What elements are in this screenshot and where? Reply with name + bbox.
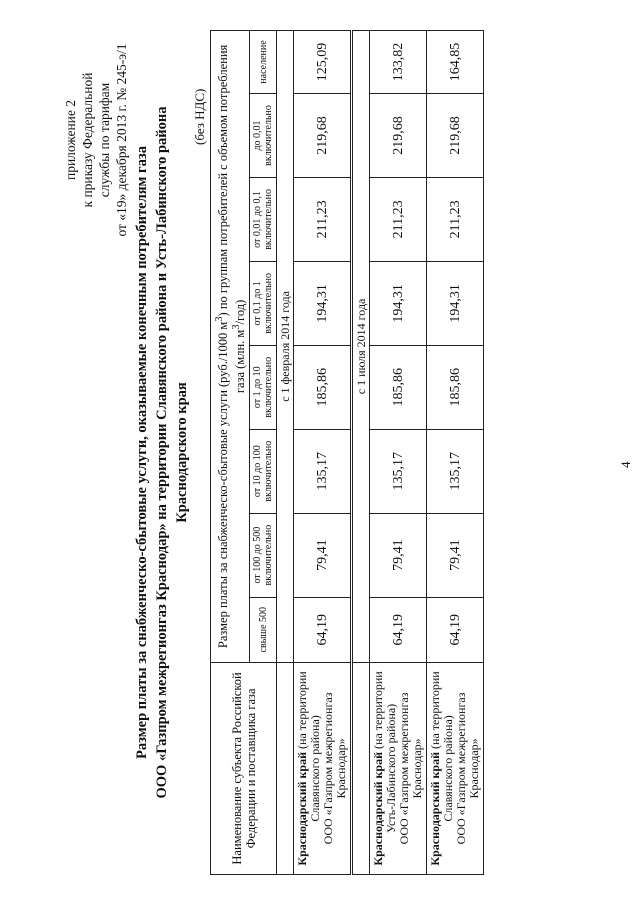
value-cell: 79,41 [427,513,484,597]
value-cell: 211,23 [427,177,484,261]
value-cell: 135,17 [427,429,484,513]
appendix-reference [62,25,130,255]
value-cell: 164,85 [427,31,484,94]
document-title: Размер платы за снабженческо-сбытовые услуги, оказываемые конечным потребителям газа [134,146,150,759]
document-title: Краснодарского края [174,382,190,523]
appendix-line: приложение 2 [63,99,78,181]
document-title: ООО «Газпром межрегионгаз Краснодар» на территории Славянского района и Усть-Лабинского района [154,106,170,799]
appendix-line: к приказу Федеральной [80,72,95,208]
value-cell: 125,09 [294,31,352,94]
value-cell: 219,68 [427,94,484,178]
table-row [427,31,484,875]
value-cell: 194,31 [294,261,352,345]
value-cell: 64,19 [370,597,427,662]
group-header: от 0,01 до 0,1 включительно [250,177,277,261]
value-cell: 211,23 [294,177,352,261]
region-cell: Краснодарский край (на территории Славянского района) ООО «Газпром межрегионгаз Краснодар» [427,662,484,874]
group-header: до 0,01 включительно [250,94,277,178]
value-cell: 194,31 [370,261,427,345]
table-row [370,31,427,875]
value-cell: 79,41 [370,513,427,597]
value-cell: 185,86 [294,345,352,429]
group-header: от 100 до 500 включительно [250,513,277,597]
value-cell: 219,68 [370,94,427,178]
group-header: от 0,1 до 1 включительно [250,261,277,345]
group-header: свыше 500 [250,597,277,662]
period-spacer [277,662,294,874]
table-header-row [211,31,250,875]
appendix-line: службы по тарифам [97,82,112,198]
value-cell: 64,19 [427,597,484,662]
tariff-table [210,30,484,875]
period-row [277,31,294,875]
value-cell: 135,17 [294,429,352,513]
value-cell: 135,17 [370,429,427,513]
value-cell: 185,86 [427,345,484,429]
group-header: население [250,31,277,94]
value-cell: 219,68 [294,94,352,178]
value-cell: 79,41 [294,513,352,597]
period-label: с 1 февраля 2014 года [277,31,294,663]
value-cell: 211,23 [370,177,427,261]
value-cell: 133,82 [370,31,427,94]
region-cell: Краснодарский край (на территории Усть-Лабинского района) ООО «Газпром межрегионгаз Краснодар» [370,662,427,874]
page-number: 4 [618,461,633,468]
value-cell: 185,86 [370,345,427,429]
name-column-header: Наименование субъекта Российской Федерации и поставщика газа [211,662,277,874]
fee-column-header: Размер платы за снабженческо-сбытовые услуги (руб./1000 $м^3$) по группам потребителей с объемом потребления газа (млн. $м^3/год$) [211,31,250,663]
period-spacer [352,662,370,874]
value-cell: 194,31 [427,261,484,345]
group-header: от 10 до 100 включительно [250,429,277,513]
vat-note: (без НДС) [192,88,207,145]
period-row [352,31,370,875]
group-header: от 1 до 10 включительно [250,345,277,429]
value-cell: 64,19 [294,597,352,662]
region-cell: Краснодарский край (на территории Славянского района) ООО «Газпром межрегионгаз Краснодар» [294,662,352,874]
table-row [294,31,352,875]
appendix-line: от «19» декабря 2013 г. № 245-э/1 [114,43,129,237]
period-label: с 1 июля 2014 года [352,31,370,663]
